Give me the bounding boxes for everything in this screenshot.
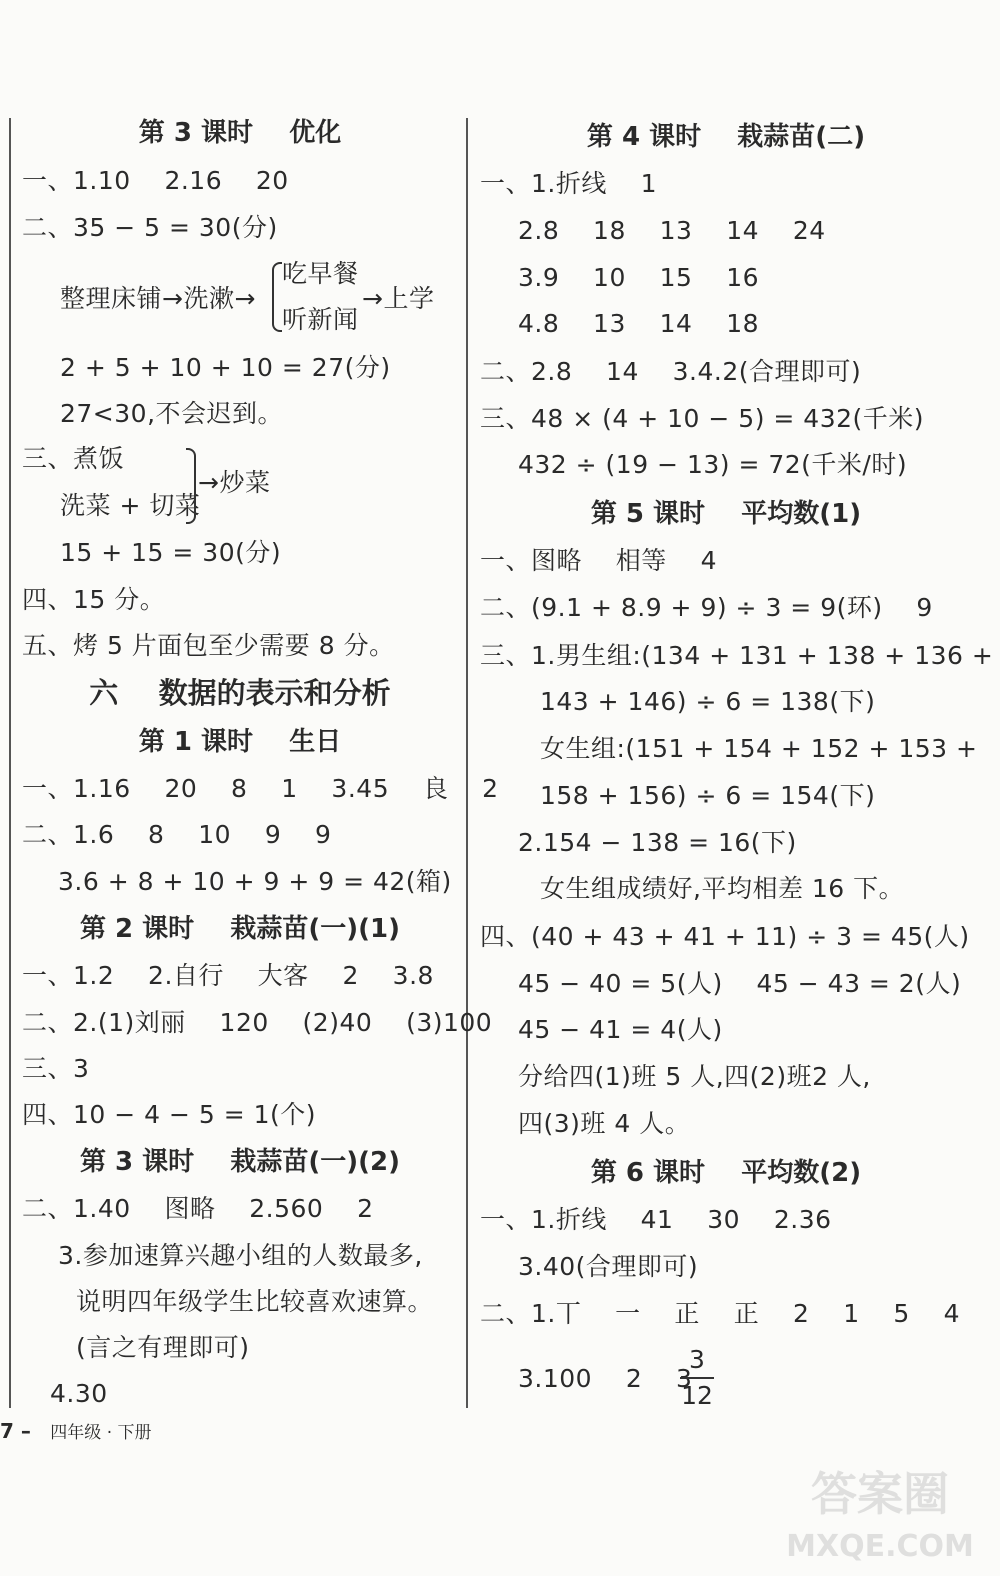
answer-line: 2 + 5 + 10 + 10 = 27(分) bbox=[60, 353, 391, 382]
brace-right bbox=[186, 448, 196, 524]
answer-line: 四(3)班 4 人。 bbox=[518, 1109, 691, 1138]
answer-line: 158 + 156) ÷ 6 = 154(下) bbox=[540, 781, 876, 810]
answer-line: 二、2.(1)刘丽 120 (2)40 (3)100 bbox=[22, 1008, 493, 1037]
fraction bbox=[680, 1345, 714, 1411]
flow-option-bottom: 听新闻 bbox=[282, 305, 359, 334]
answer-line: 15 + 15 = 30(分) bbox=[60, 538, 282, 567]
page-number: 7 – bbox=[0, 1419, 31, 1443]
answer-line: 三、1.男生组:(134 + 131 + 138 + 136 + bbox=[480, 641, 994, 670]
answer-line: 二、35 − 5 = 30(分) bbox=[22, 213, 278, 242]
answer-line: 四、(40 + 43 + 41 + 11) ÷ 3 = 45(人) bbox=[480, 922, 970, 951]
flow-end: →炒菜 bbox=[198, 468, 271, 497]
answer-line: (言之有理即可) bbox=[76, 1333, 250, 1362]
lesson-heading: 第 3 课时 栽蒜苗(一)(2) bbox=[79, 1147, 401, 1177]
brace-left bbox=[272, 262, 282, 332]
answer-line: 二、1.丅 一 正 正 2 1 5 4 bbox=[480, 1299, 960, 1328]
answer-line: 2.154 − 138 = 16(下) bbox=[518, 828, 797, 857]
answer-line: 4.30 bbox=[50, 1379, 108, 1408]
column-divider-left bbox=[9, 118, 11, 1408]
answer-line: 4.8 13 14 18 bbox=[518, 309, 760, 338]
unit-title: 六 数据的表示和分析 bbox=[89, 676, 391, 710]
answer-line: 3.6 + 8 + 10 + 9 + 9 = 42(箱) bbox=[58, 867, 452, 896]
fraction-bar bbox=[680, 1377, 714, 1379]
column-divider-middle bbox=[466, 118, 468, 1408]
lesson-heading: 第 1 课时 生日 bbox=[138, 727, 342, 757]
answer-line: 四、10 − 4 − 5 = 1(个) bbox=[22, 1100, 317, 1129]
answer-line: 分给四(1)班 5 人,四(2)班2 人, bbox=[518, 1062, 871, 1091]
answer-line: 3.40(合理即可) bbox=[518, 1252, 699, 1281]
answer-line: 二、(9.1 + 8.9 + 9) ÷ 3 = 9(环) 9 bbox=[480, 593, 933, 622]
answer-line: 3.100 2 3 bbox=[518, 1364, 693, 1393]
answer-line: 女生组:(151 + 154 + 152 + 153 + bbox=[540, 734, 978, 763]
answer-line: 3.9 10 15 16 bbox=[518, 263, 760, 292]
lesson-heading: 第 6 课时 平均数(2) bbox=[590, 1158, 862, 1188]
grade-label: 四年级 · 下册 bbox=[50, 1423, 152, 1443]
answer-line: 洗菜 + 切菜 bbox=[60, 491, 201, 520]
answer-line: 五、烤 5 片面包至少需要 8 分。 bbox=[22, 631, 395, 660]
answer-line: 432 ÷ (19 − 13) = 72(千米/时) bbox=[518, 450, 908, 479]
lesson-heading: 第 2 课时 栽蒜苗(一)(1) bbox=[79, 914, 401, 944]
flow-option-top: 吃早餐 bbox=[282, 259, 359, 288]
answer-line: 一、图略 相等 4 bbox=[480, 546, 717, 575]
answer-line: 二、2.8 14 3.4.2(合理即可) bbox=[480, 357, 862, 386]
answer-line: 一、1.16 20 8 1 3.45 良 2 bbox=[22, 774, 499, 803]
fraction-numerator: 3 bbox=[689, 1345, 705, 1374]
answer-line: 45 − 40 = 5(人) 45 − 43 = 2(人) bbox=[518, 969, 962, 998]
answer-line: 27<30,不会迟到。 bbox=[60, 399, 284, 428]
flow-end: →上学 bbox=[362, 284, 435, 313]
lesson-heading: 第 4 课时 栽蒜苗(二) bbox=[586, 122, 866, 152]
answer-line: 45 − 41 = 4(人) bbox=[518, 1015, 723, 1044]
answer-line: 一、1.折线 1 bbox=[480, 169, 658, 198]
answer-line: 三、3 bbox=[22, 1054, 90, 1083]
answer-line: 143 + 146) ÷ 6 = 138(下) bbox=[540, 687, 876, 716]
answer-line: 女生组成绩好,平均相差 16 下。 bbox=[540, 874, 905, 903]
watermark-logo bbox=[780, 1460, 980, 1570]
answer-line: 2.8 18 13 14 24 bbox=[518, 216, 826, 245]
flow-start: 整理床铺→洗漱→ bbox=[60, 284, 256, 313]
answer-line: 一、1.10 2.16 20 bbox=[22, 166, 289, 195]
answer-line: 3.参加速算兴趣小组的人数最多, bbox=[58, 1241, 423, 1270]
watermark-text-cn: 答案圈 bbox=[811, 1467, 949, 1521]
lesson-heading: 第 3 课时 优化 bbox=[138, 118, 342, 148]
watermark-text-url: MXQE.COM bbox=[786, 1529, 974, 1564]
answer-line: 一、1.2 2.自行 大客 2 3.8 bbox=[22, 961, 434, 990]
answer-line: 四、15 分。 bbox=[22, 585, 166, 614]
answer-line: 三、48 × (4 + 10 − 5) = 432(千米) bbox=[480, 404, 925, 433]
fraction-denominator: 12 bbox=[681, 1381, 713, 1410]
answer-line: 一、1.折线 41 30 2.36 bbox=[480, 1205, 832, 1234]
answer-line: 说明四年级学生比较喜欢速算。 bbox=[76, 1287, 434, 1316]
page-footer bbox=[0, 1419, 152, 1445]
answer-line: 二、1.6 8 10 9 9 bbox=[22, 820, 332, 849]
lesson-heading: 第 5 课时 平均数(1) bbox=[590, 499, 862, 529]
answer-line: 二、1.40 图略 2.560 2 bbox=[22, 1194, 374, 1223]
answer-line: 三、煮饭 bbox=[22, 444, 125, 473]
